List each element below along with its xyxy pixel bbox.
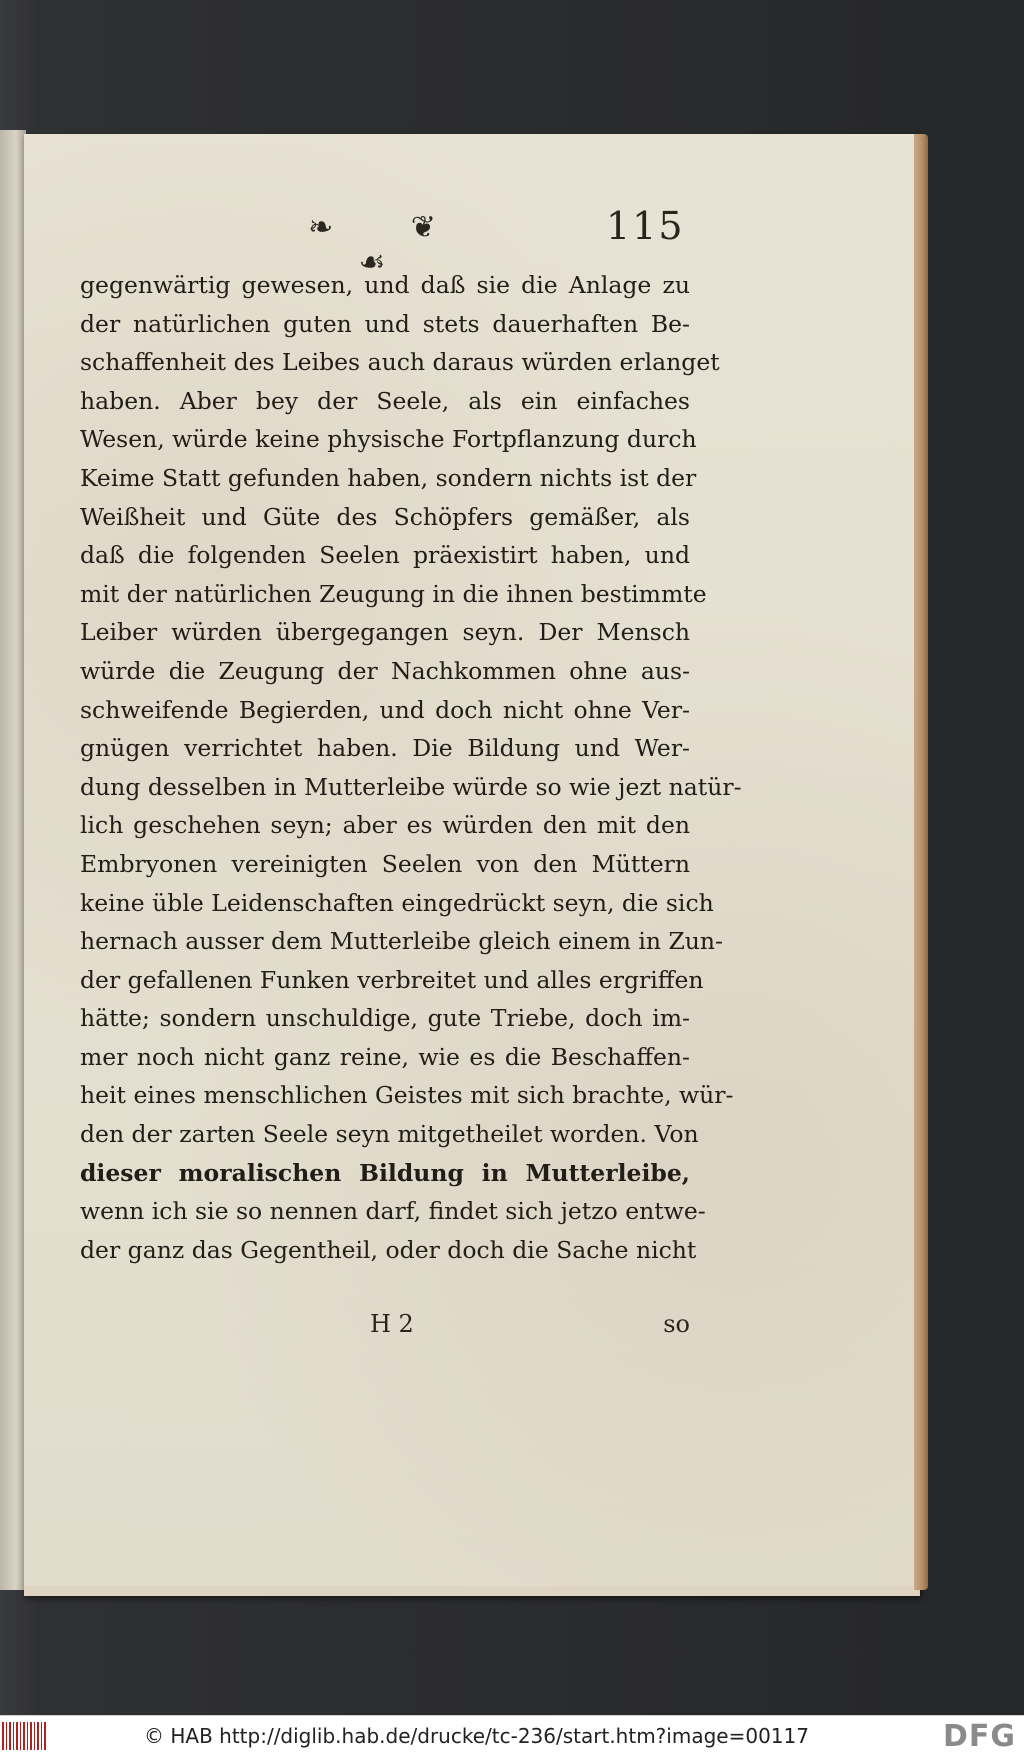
text-line: daß die folgenden Seelen präexistirt haben, und	[80, 541, 690, 570]
text-line: der ganz das Gegentheil, oder doch die Sache nicht	[80, 1235, 697, 1264]
text-line: gnügen verrichtet haben. Die Bildung und Wer-	[80, 734, 690, 763]
text-line: Weißheit und Güte des Schöpfers gemäßer, als	[80, 502, 690, 531]
text-line: hätte; sondern unschuldige, gute Triebe, doch im-	[80, 1004, 690, 1033]
text-line: Leiber würden übergegangen seyn. Der Mensch	[80, 618, 690, 647]
text-line: würde die Zeugung der Nachkommen ohne aus-	[80, 656, 690, 685]
catchword: so	[663, 1310, 690, 1338]
text-line: haben. Aber bey der Seele, als ein einfaches	[80, 386, 690, 415]
text-line: Embryonen vereinigten Seelen von den Müttern	[80, 849, 690, 878]
book-page	[24, 134, 920, 1596]
signature-mark: H 2	[370, 1310, 414, 1338]
text-line: schweifende Begierden, und doch nicht ohne Ver-	[80, 695, 690, 724]
text-line: lich geschehen seyn; aber es würden den mit den	[80, 811, 690, 840]
text-line: gegenwärtig gewesen, und daß sie die Anlage zu	[80, 271, 690, 299]
text-line: mer noch nicht ganz reine, wie es die Beschaffen-	[80, 1042, 690, 1071]
text-line: dung desselben in Mutterleibe würde so wie jezt natür-	[80, 772, 742, 801]
text-line: Wesen, würde keine physische Fortpflanzung durch	[80, 425, 697, 454]
text-line: den der zarten Seele seyn mitgetheilet worden. Von	[80, 1120, 699, 1149]
page-header	[24, 204, 914, 280]
text-line: heit eines menschlichen Geistes mit sich brachte, wür-	[80, 1081, 734, 1110]
text-line: der gefallenen Funken verbreitet und alles ergriffen	[80, 965, 704, 994]
previous-page-edge	[0, 130, 26, 1590]
credit-link[interactable]: © HAB http://diglib.hab.de/drucke/tc-236/start.htm?image=00117	[144, 1724, 809, 1748]
header-ornament: ❧ ❦ ☙	[308, 210, 470, 280]
barcode-icon	[2, 1722, 46, 1750]
credit-bar	[0, 1715, 1024, 1756]
text-line: mit der natürlichen Zeugung in die ihnen bestimmte	[80, 579, 707, 608]
body-text	[80, 266, 742, 1269]
dfg-logo: DFG	[942, 1719, 1016, 1754]
text-line: keine üble Leidenschaften eingedrückt seyn, die sich	[80, 888, 714, 917]
text-line: der natürlichen guten und stets dauerhaften Be-	[80, 309, 690, 338]
page-number: 115	[606, 204, 685, 248]
page-footer	[80, 1310, 690, 1350]
text-line-emphasis: dieser moralischen Bildung in Mutterleibe,	[80, 1158, 690, 1187]
text-line: Keime Statt gefunden haben, sondern nichts ist der	[80, 463, 697, 492]
text-line: wenn ich sie so nennen darf, findet sich jetzo entwe-	[80, 1197, 706, 1226]
page-edge-stain	[914, 134, 928, 1590]
text-line: schaffenheit des Leibes auch daraus würden erlanget	[80, 348, 720, 377]
text-line: hernach ausser dem Mutterleibe gleich einem in Zun-	[80, 927, 723, 956]
